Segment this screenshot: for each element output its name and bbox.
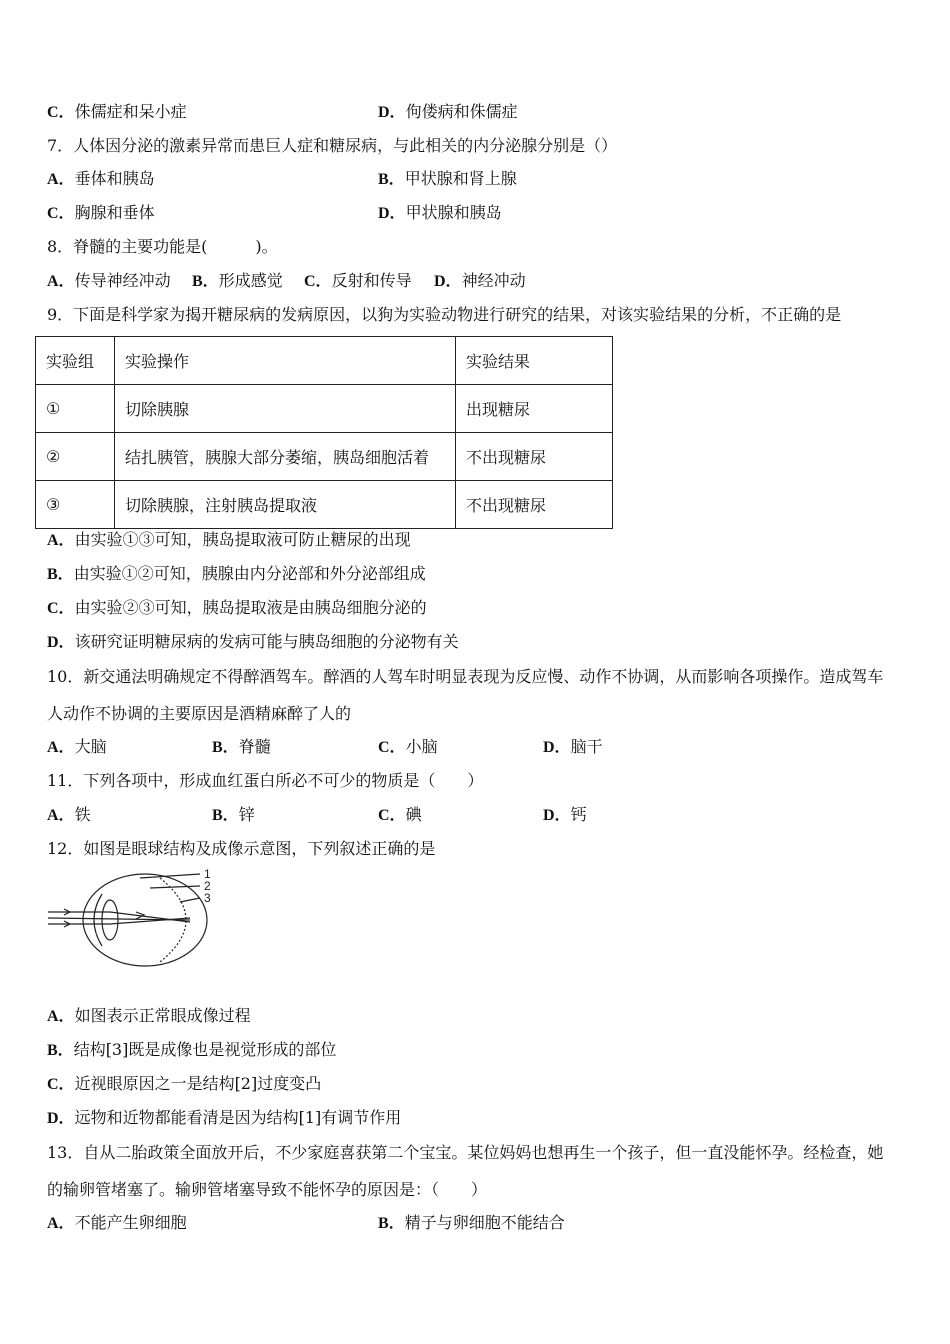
q8-option-c[interactable]: C．反射和传导: [304, 271, 412, 290]
q13-stem-line2: 的输卵管堵塞了。输卵管堵塞导致不能怀孕的原因是：（ ）: [47, 1180, 488, 1199]
q12-option-d[interactable]: D．远物和近物都能看清是因为结构[1]有调节作用: [47, 1108, 402, 1127]
q8-stem: 8．脊髓的主要功能是( )。: [47, 237, 278, 256]
table-header-row: [36, 337, 613, 385]
q9-option-d[interactable]: D．该研究证明糖尿病的发病可能与胰岛细胞的分泌物有关: [47, 632, 459, 651]
leader-line: [150, 886, 200, 888]
table-row: [36, 385, 613, 433]
table-cell: 不出现糖尿: [456, 481, 613, 529]
q6-option-d[interactable]: D．佝偻病和侏儒症: [378, 102, 518, 121]
q12-option-c[interactable]: C．近视眼原因之一是结构[2]过度变凸: [47, 1074, 322, 1093]
q7-option-b[interactable]: B．甲状腺和肾上腺: [378, 169, 517, 188]
q10-option-b[interactable]: B．脊髓: [212, 737, 271, 756]
table-cell: 不出现糖尿: [456, 433, 613, 481]
q9-option-a[interactable]: A．由实验①③可知，胰岛提取液可防止糖尿的出现: [47, 530, 411, 549]
table-cell: 切除胰腺，注射胰岛提取液: [115, 481, 456, 529]
table-cell: ③: [36, 481, 115, 529]
table-cell: 结扎胰管，胰腺大部分萎缩，胰岛细胞活着: [115, 433, 456, 481]
q7-option-a[interactable]: A．垂体和胰岛: [47, 169, 155, 188]
q12-option-b[interactable]: B．结构[3]既是成像也是视觉形成的部位: [47, 1040, 337, 1059]
table-row: [36, 481, 613, 529]
q13-option-a[interactable]: A．不能产生卵细胞: [47, 1213, 187, 1232]
table-row: [36, 433, 613, 481]
q8-option-d[interactable]: D．神经冲动: [434, 271, 526, 290]
light-ray: [48, 912, 190, 922]
q10-stem-line1: 10．新交通法明确规定不得醉酒驾车。醉酒的人驾车时明显表现为反应慢、动作不协调，从而影响各项操作。造成驾车: [47, 667, 884, 686]
q10-option-a[interactable]: A．大脑: [47, 737, 107, 756]
table-header-cell: 实验结果: [456, 337, 613, 385]
q9-option-c[interactable]: C．由实验②③可知，胰岛提取液是由胰岛细胞分泌的: [47, 598, 427, 617]
figure-label-1: 1: [204, 867, 211, 881]
q10-option-c[interactable]: C．小脑: [378, 737, 438, 756]
q11-option-b[interactable]: B．锌: [212, 805, 255, 824]
q11-option-c[interactable]: C．碘: [378, 805, 422, 824]
q7-stem: 7．人体因分泌的激素异常而患巨人症和糖尿病，与此相关的内分泌腺分别是（）: [47, 136, 618, 155]
q11-stem: 11．下列各项中，形成血红蛋白所必不可少的物质是（ ）: [47, 771, 484, 790]
q8-option-a[interactable]: A．传导神经冲动: [47, 271, 171, 290]
q11-option-a[interactable]: A．铁: [47, 805, 91, 824]
q10-stem-line2: 人动作不协调的主要原因是酒精麻醉了人的: [47, 704, 352, 723]
eyeball-diagram: [40, 866, 220, 970]
table-cell: ②: [36, 433, 115, 481]
lens-shape: [102, 900, 118, 940]
q9-stem: 9．下面是科学家为揭开糖尿病的发病原因，以狗为实验动物进行研究的结果，对该实验结果的分析，不正确的是: [47, 305, 842, 324]
q6-option-c[interactable]: C．侏儒症和呆小症: [47, 102, 187, 121]
table-cell: 出现糖尿: [456, 385, 613, 433]
q13-option-b[interactable]: B．精子与卵细胞不能结合: [378, 1213, 565, 1232]
experiment-table: [35, 336, 613, 529]
q9-option-b[interactable]: B．由实验①②可知，胰腺由内分泌部和外分泌部组成: [47, 564, 426, 583]
q12-stem: 12．如图是眼球结构及成像示意图，下列叙述正确的是: [47, 839, 436, 858]
q7-option-c[interactable]: C．胸腺和垂体: [47, 203, 155, 222]
q8-option-b[interactable]: B．形成感觉: [192, 271, 283, 290]
table-cell: 切除胰腺: [115, 385, 456, 433]
q13-stem-line1: 13．自从二胎政策全面放开后，不少家庭喜获第二个宝宝。某位妈妈也想再生一个孩子，但一直没能怀孕。经检查，她: [47, 1143, 884, 1162]
table-header-cell: 实验组: [36, 337, 115, 385]
table-header-cell: 实验操作: [115, 337, 456, 385]
q10-option-d[interactable]: D．脑干: [543, 737, 603, 756]
q7-option-d[interactable]: D．甲状腺和胰岛: [378, 203, 502, 222]
figure-label-2: 2: [204, 879, 211, 893]
table-cell: ①: [36, 385, 115, 433]
q12-option-a[interactable]: A．如图表示正常眼成像过程: [47, 1006, 251, 1025]
q11-option-d[interactable]: D．钙: [543, 805, 587, 824]
cornea: [94, 894, 102, 946]
figure-label-3: 3: [204, 891, 211, 905]
leader-line: [180, 898, 200, 902]
